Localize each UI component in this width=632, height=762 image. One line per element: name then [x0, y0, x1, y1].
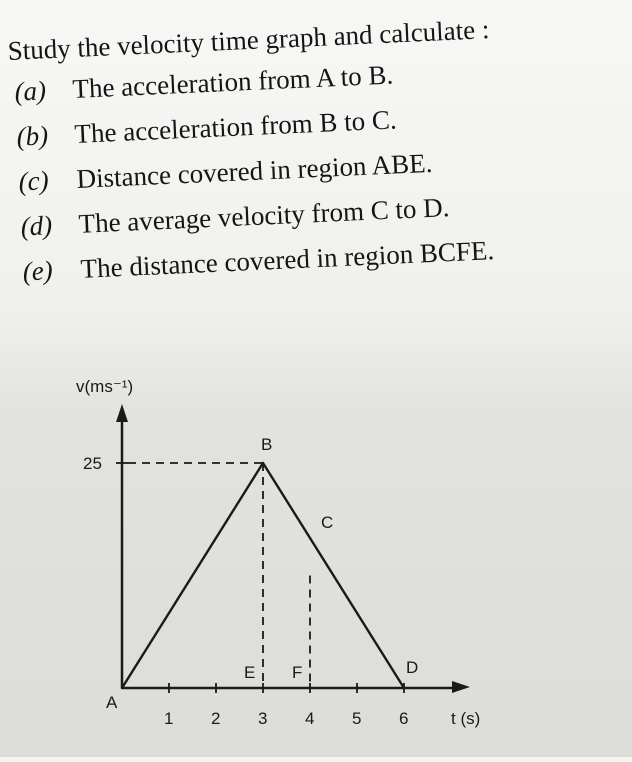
part-text: The average velocity from C to D. [77, 192, 451, 239]
question-prompt: Study the velocity time graph and calculate : [6, 14, 490, 66]
y-axis-label: v(ms⁻¹) [76, 377, 134, 396]
question-block [6, 0, 632, 295]
point-label-e: E [244, 663, 256, 682]
x-axis-label: t (s) [451, 709, 481, 728]
part-text: The distance covered in region BCFE. [79, 235, 495, 284]
x-tick-label: 1 [164, 709, 174, 728]
x-tick-label: 5 [352, 709, 362, 728]
part-label: (a) [13, 75, 47, 107]
point-label-f: F [292, 663, 303, 682]
guide-lines [128, 463, 310, 688]
segment-b-d [263, 463, 404, 688]
x-tick-label: 3 [258, 709, 268, 728]
point-label-b: B [261, 435, 273, 454]
x-tick-label: 6 [399, 709, 409, 728]
part-label: (e) [22, 255, 54, 287]
part-text: Distance covered in region ABE. [75, 147, 434, 194]
x-tick-label: 4 [305, 709, 315, 728]
x-tick-label: 2 [211, 709, 221, 728]
part-text: The acceleration from B to C. [73, 104, 398, 150]
y-tick-label: 25 [83, 454, 102, 473]
part-label: (d) [19, 210, 53, 242]
part-text: The acceleration from A to B. [71, 59, 394, 105]
segment-a-b [122, 463, 263, 688]
graph-area [0, 318, 632, 757]
velocity-time-graph [0, 318, 632, 757]
x-tick-labels [164, 709, 408, 728]
point-label-d: D [406, 658, 419, 677]
x-axis-arrow-icon [452, 681, 470, 693]
part-label: (b) [15, 120, 49, 152]
point-label-a: A [106, 693, 118, 712]
y-axis-arrow-icon [116, 404, 128, 422]
part-label: (c) [17, 165, 50, 197]
point-label-c: C [321, 513, 334, 532]
